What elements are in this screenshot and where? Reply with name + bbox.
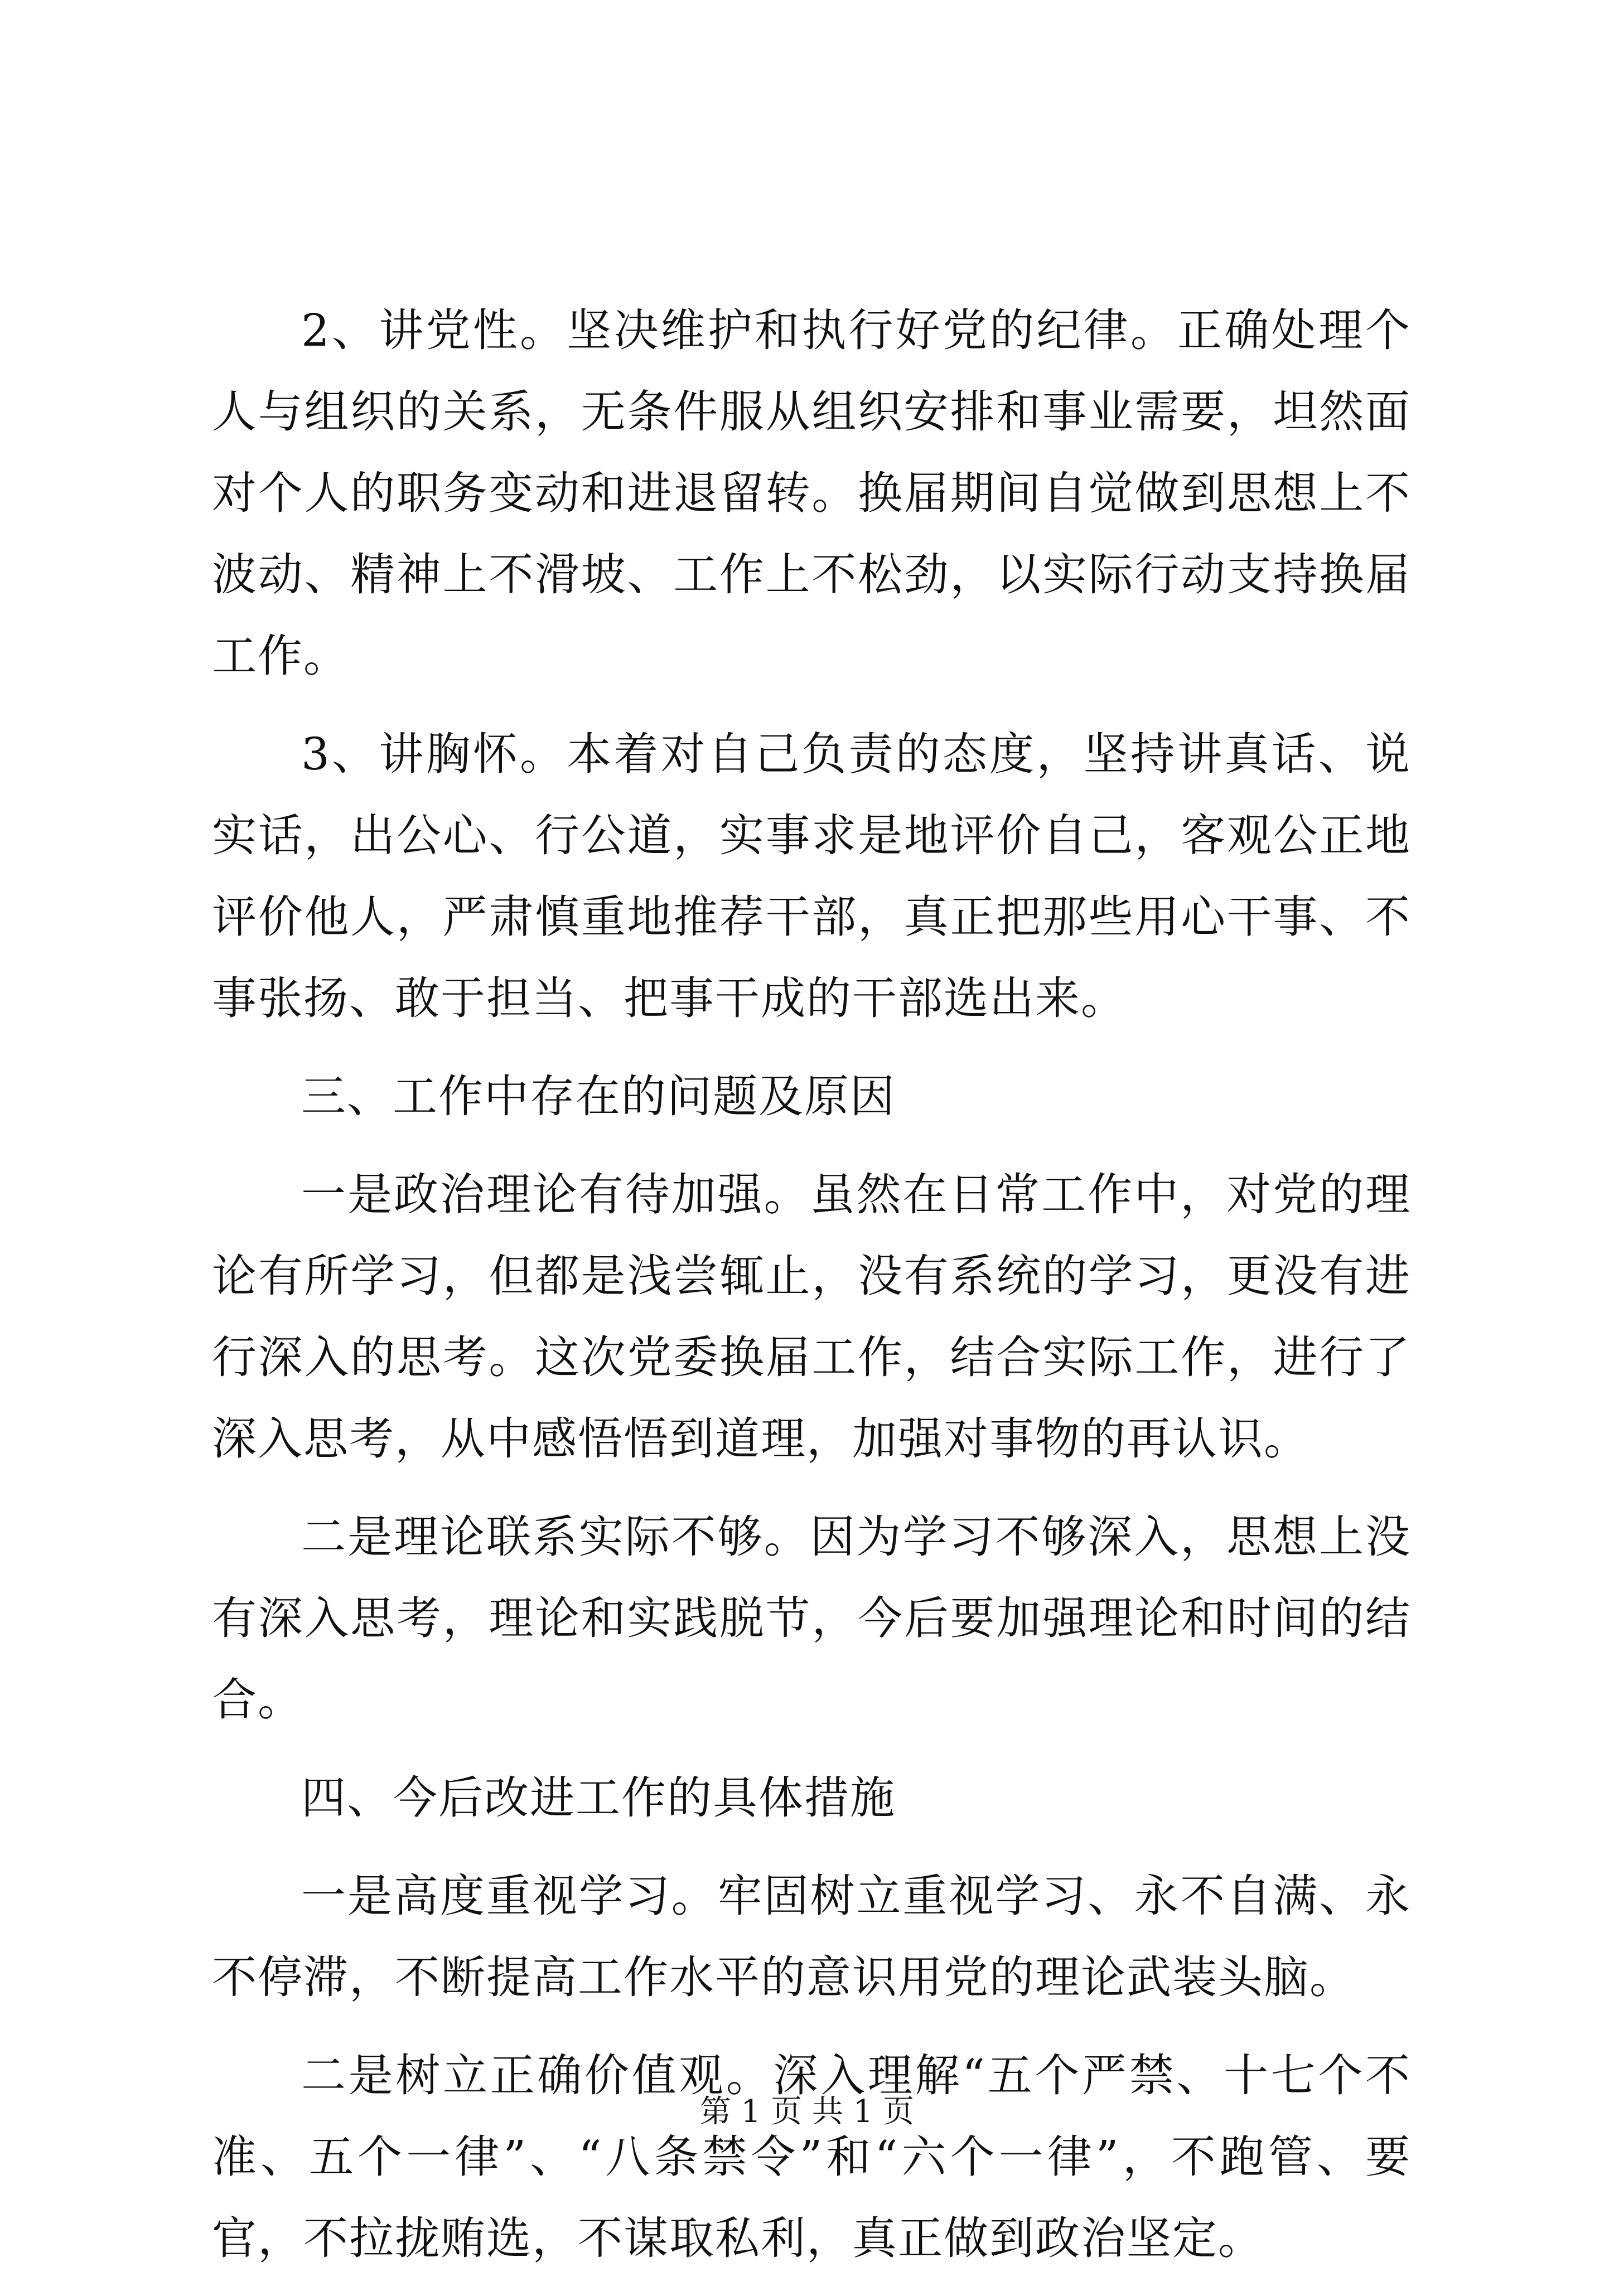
section-heading-problems: 三、工作中存在的问题及原因 [301, 1071, 896, 1122]
page-footer [0, 2090, 1614, 2134]
paragraph-political-theory: 一是政治理论有待加强。虽然在日常工作中，对党的理论有所学习，但都是浅尝辄止，没有系统的学习，更没有进行深入的思考。这次党委换届工作，结合实际工作，进行了深入思考，从中感悟悟到道理，加强对事物的再认识。 [212, 1169, 1411, 1465]
paragraph-broad-mind: 3、讲胸怀。本着对自己负责的态度，坚持讲真话、说实话，出公心、行公道，实事求是地评价自己，客观公正地评价他人，严肃慎重地推荐干部，真正把那些用心干事、不事张扬、敢于担当、把事干成的干部选出来。 [212, 728, 1411, 1024]
paragraph-theory-practice: 二是理论联系实际不够。因为学习不够深入，思想上没有深入思考，理论和实践脱节，今后要加强理论和时间的结合。 [212, 1511, 1411, 1726]
paragraph-correct-values: 二是树立正确价值观。深入理解“五个严禁、十七个不准、五个一律”、“八条禁令”和“六个一律”，不跑管、要官，不拉拢贿选，不谋取私利，真正做到政治坚定。 [212, 2050, 1411, 2264]
document-body [212, 290, 1411, 2296]
paragraph-party-spirit: 2、讲党性。坚决维护和执行好党的纪律。正确处理个人与组织的关系，无条件服从组织安排和事业需要，坦然面对个人的职务变动和进退留转。换届期间自觉做到思想上不波动、精神上不滑坡、工作上不松劲，以实际行动支持换届工作。 [212, 304, 1411, 682]
paragraph-value-learning: 一是高度重视学习。牢固树立重视学习、永不自满、永不停滞，不断提高工作水平的意识用党的理论武装头脑。 [212, 1870, 1411, 2003]
section-heading-measures: 四、今后改进工作的具体措施 [301, 1772, 896, 1824]
page-number-label: 第 1 页 共 1 页 [699, 2094, 915, 2130]
